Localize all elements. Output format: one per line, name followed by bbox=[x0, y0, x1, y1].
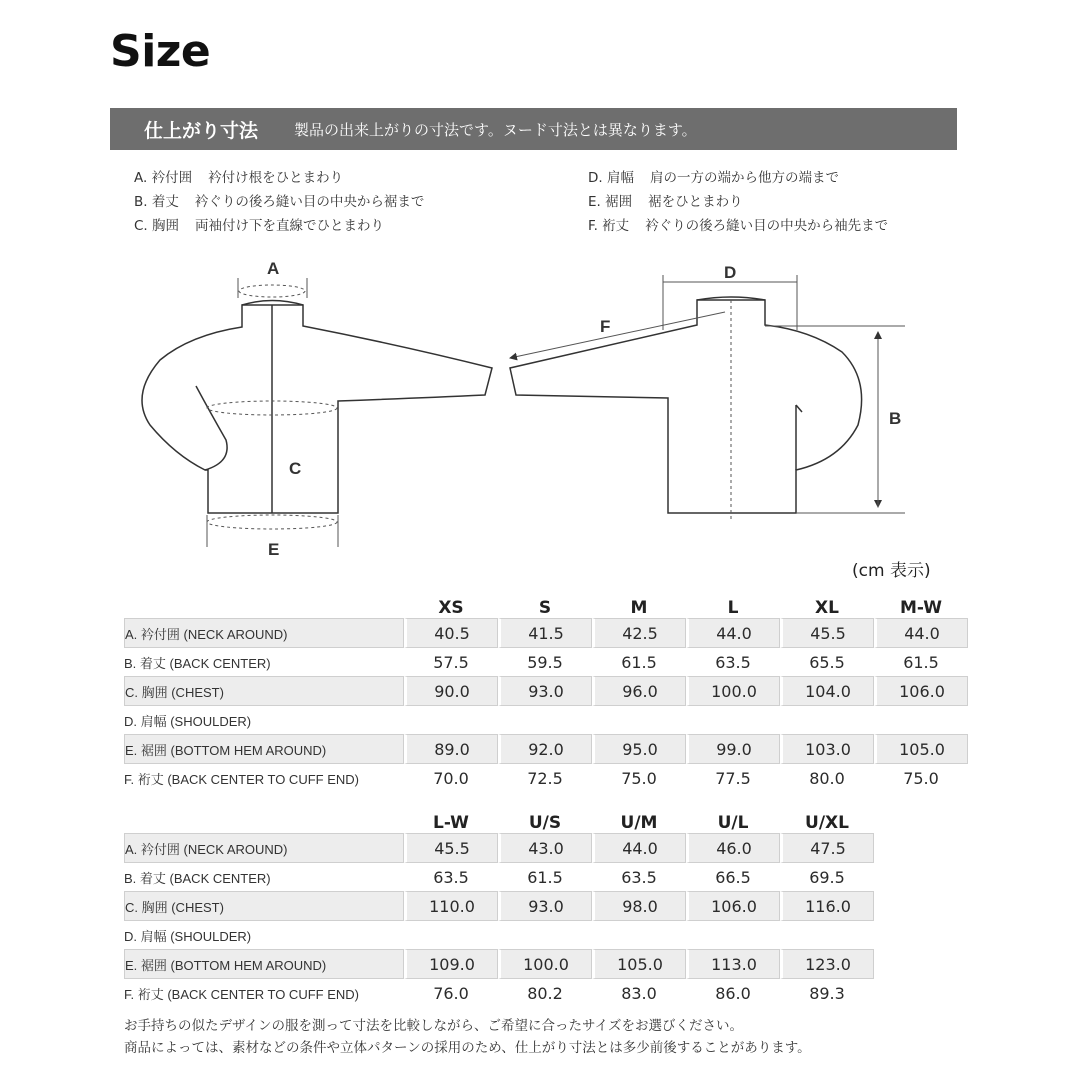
table-row bbox=[124, 863, 874, 891]
banner-subtitle: 製品の出来上がりの寸法です。ヌード寸法とは異なります。 bbox=[294, 120, 697, 139]
table-cell: 44.0 bbox=[592, 833, 686, 863]
table-row bbox=[124, 891, 874, 921]
size-header: U/L bbox=[717, 813, 749, 833]
footnote bbox=[124, 1015, 811, 1059]
table-cell bbox=[404, 706, 498, 734]
table-cell bbox=[592, 921, 686, 949]
table-cell: 90.0 bbox=[404, 676, 498, 706]
size-header: XS bbox=[438, 598, 464, 618]
table-cell: 100.0 bbox=[498, 949, 592, 979]
row-label: C. 胸囲 (CHEST) bbox=[124, 891, 404, 921]
table-cell: 123.0 bbox=[780, 949, 874, 979]
definition-f: F. 裄丈 衿ぐりの後ろ縫い目の中央から袖先まで bbox=[588, 218, 889, 234]
table-row bbox=[124, 921, 874, 949]
table-cell: 46.0 bbox=[686, 833, 780, 863]
row-label: D. 肩幅 (SHOULDER) bbox=[124, 928, 252, 944]
table-cell: 42.5 bbox=[592, 618, 686, 648]
table-cell: 69.5 bbox=[809, 867, 845, 887]
row-label: B. 着丈 (BACK CENTER) bbox=[124, 870, 271, 886]
table-cell: 106.0 bbox=[686, 891, 780, 921]
table-cell: 61.5 bbox=[903, 652, 939, 672]
table-cell: 99.0 bbox=[686, 734, 780, 764]
table-cell: 63.5 bbox=[715, 652, 751, 672]
table-cell: 61.5 bbox=[527, 867, 563, 887]
label-e: E bbox=[268, 540, 280, 559]
table-cell: 63.5 bbox=[433, 867, 469, 887]
label-f: F bbox=[600, 317, 611, 336]
definition-b: B. 着丈 衿ぐりの後ろ縫い目の中央から裾まで bbox=[134, 194, 425, 210]
table-cell: 40.5 bbox=[404, 618, 498, 648]
table-cell: 66.5 bbox=[715, 867, 751, 887]
table-row bbox=[124, 676, 968, 706]
size-header: L-W bbox=[433, 813, 469, 833]
table-cell: 100.0 bbox=[686, 676, 780, 706]
table-cell: 106.0 bbox=[874, 676, 968, 706]
size-table-1 bbox=[124, 588, 968, 792]
table-cell: 109.0 bbox=[404, 949, 498, 979]
table-cell bbox=[498, 706, 592, 734]
label-a: A bbox=[267, 259, 280, 278]
size-header: U/S bbox=[528, 813, 562, 833]
table-cell: 95.0 bbox=[592, 734, 686, 764]
page-title: Size bbox=[110, 26, 211, 77]
row-label: B. 着丈 (BACK CENTER) bbox=[124, 655, 271, 671]
row-label: A. 衿付囲 (NECK AROUND) bbox=[124, 833, 404, 863]
table-cell: 59.5 bbox=[527, 652, 563, 672]
table-cell: 80.2 bbox=[527, 983, 563, 1003]
table-cell: 83.0 bbox=[621, 983, 657, 1003]
size-header: U/XL bbox=[805, 813, 849, 833]
table-cell: 45.5 bbox=[404, 833, 498, 863]
table-cell bbox=[686, 921, 780, 949]
table-cell: 110.0 bbox=[404, 891, 498, 921]
table-cell: 98.0 bbox=[592, 891, 686, 921]
row-label: F. 裄丈 (BACK CENTER TO CUFF END) bbox=[124, 771, 359, 787]
table-cell: 77.5 bbox=[715, 768, 751, 788]
table-cell: 45.5 bbox=[780, 618, 874, 648]
table-cell: 41.5 bbox=[498, 618, 592, 648]
label-b: B bbox=[889, 409, 902, 428]
jacket-back bbox=[510, 297, 862, 513]
table-row bbox=[124, 648, 968, 676]
table-cell: 86.0 bbox=[715, 983, 751, 1003]
table-row bbox=[124, 833, 874, 863]
table-cell: 57.5 bbox=[433, 652, 469, 672]
row-label: E. 裾囲 (BOTTOM HEM AROUND) bbox=[124, 949, 404, 979]
size-header: M-W bbox=[900, 598, 942, 618]
banner-title: 仕上がり寸法 bbox=[144, 119, 259, 142]
table-row bbox=[124, 949, 874, 979]
size-table-2 bbox=[124, 803, 874, 1007]
footnote-line: 商品によっては、素材などの条件や立体パターンの採用のため、仕上がり寸法とは多少前後することがあります。 bbox=[124, 1040, 811, 1056]
table-row bbox=[124, 734, 968, 764]
size-header: L bbox=[727, 598, 739, 618]
table-cell: 44.0 bbox=[686, 618, 780, 648]
table-cell: 103.0 bbox=[780, 734, 874, 764]
table-cell: 44.0 bbox=[874, 618, 968, 648]
definition-e: E. 裾囲 裾をひとまわり bbox=[588, 194, 743, 210]
definitions-right bbox=[588, 166, 888, 238]
row-label: D. 肩幅 (SHOULDER) bbox=[124, 713, 252, 729]
table-row bbox=[124, 706, 968, 734]
row-label: A. 衿付囲 (NECK AROUND) bbox=[124, 618, 404, 648]
size-header: M bbox=[630, 598, 648, 618]
table-cell: 47.5 bbox=[780, 833, 874, 863]
table-cell bbox=[404, 921, 498, 949]
table-cell: 80.0 bbox=[809, 768, 845, 788]
table-cell: 92.0 bbox=[498, 734, 592, 764]
size-header: U/M bbox=[620, 813, 658, 833]
table-cell bbox=[874, 706, 968, 734]
label-c: C bbox=[289, 459, 302, 478]
table-cell bbox=[780, 706, 874, 734]
table-cell: 105.0 bbox=[592, 949, 686, 979]
table-cell: 75.0 bbox=[621, 768, 657, 788]
row-label: C. 胸囲 (CHEST) bbox=[124, 676, 404, 706]
table-cell: 113.0 bbox=[686, 949, 780, 979]
table-cell: 93.0 bbox=[498, 891, 592, 921]
table-row bbox=[124, 979, 874, 1007]
footnote-line: お手持ちの似たデザインの服を測って寸法を比較しながら、ご希望に合ったサイズをお選びください。 bbox=[124, 1018, 743, 1034]
table-row bbox=[124, 764, 968, 792]
table-row bbox=[124, 618, 968, 648]
table-cell bbox=[498, 921, 592, 949]
table-cell: 75.0 bbox=[903, 768, 939, 788]
unit-note: (cm 表示) bbox=[852, 561, 931, 581]
definition-a: A. 衿付囲 衿付け根をひとまわり bbox=[134, 170, 344, 186]
table-cell: 105.0 bbox=[874, 734, 968, 764]
table-cell: 93.0 bbox=[498, 676, 592, 706]
table-cell bbox=[780, 921, 874, 949]
definitions-left bbox=[134, 166, 424, 238]
table-cell: 96.0 bbox=[592, 676, 686, 706]
definition-d: D. 肩幅 肩の一方の端から他方の端まで bbox=[588, 170, 839, 186]
table-cell: 72.5 bbox=[527, 768, 563, 788]
table-cell: 89.3 bbox=[809, 983, 845, 1003]
row-label: E. 裾囲 (BOTTOM HEM AROUND) bbox=[124, 734, 404, 764]
table-cell: 116.0 bbox=[780, 891, 874, 921]
label-d: D bbox=[724, 263, 737, 282]
table-cell: 43.0 bbox=[498, 833, 592, 863]
jacket-front bbox=[142, 301, 492, 514]
table-cell: 63.5 bbox=[621, 867, 657, 887]
size-header: XL bbox=[815, 598, 839, 618]
definition-c: C. 胸囲 両袖付け下を直線でひとまわり bbox=[134, 218, 385, 234]
table-cell: 76.0 bbox=[433, 983, 469, 1003]
size-header: S bbox=[538, 598, 552, 618]
table-cell: 104.0 bbox=[780, 676, 874, 706]
table-cell bbox=[592, 706, 686, 734]
table-cell: 89.0 bbox=[404, 734, 498, 764]
garment-diagram bbox=[110, 252, 970, 572]
table-cell: 61.5 bbox=[621, 652, 657, 672]
row-label: F. 裄丈 (BACK CENTER TO CUFF END) bbox=[124, 986, 359, 1002]
table-cell: 70.0 bbox=[433, 768, 469, 788]
table-cell: 65.5 bbox=[809, 652, 845, 672]
finished-size-banner bbox=[110, 108, 957, 150]
table-cell bbox=[686, 706, 780, 734]
